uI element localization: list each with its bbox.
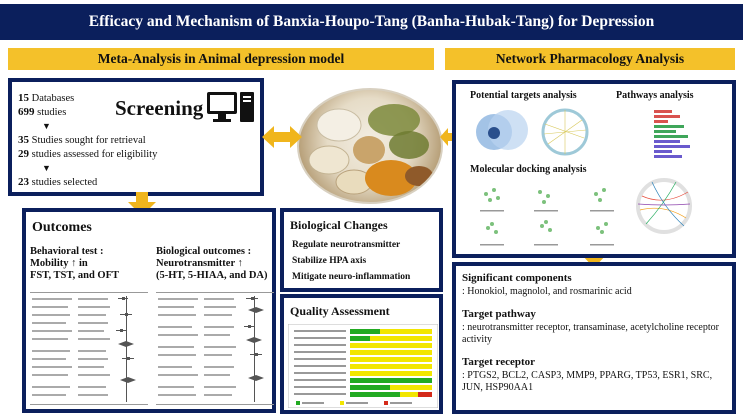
molecular-docking-label: Molecular docking analysis	[470, 164, 587, 175]
retrieval-line	[18, 134, 146, 146]
studies-line	[18, 106, 66, 118]
pathway-bar-chart	[634, 104, 694, 166]
screening-panel	[8, 78, 264, 196]
herbal-medicine-image	[297, 88, 443, 204]
arrow-down-icon: ▼	[42, 163, 51, 173]
databases-label: Databases	[31, 93, 75, 104]
selected-label: studies selected	[31, 177, 98, 188]
eligibility-line	[18, 148, 157, 160]
outcomes-title: Outcomes	[32, 220, 92, 235]
results-panel	[452, 262, 736, 414]
biological-line-1: Biological outcomes :	[156, 246, 252, 257]
pathways-label: Pathways analysis	[616, 90, 694, 101]
eligibility-label: studies assessed for eligibility	[31, 149, 158, 160]
biological-changes-panel	[280, 208, 443, 292]
retrieval-label: Studies sought for retrieval	[31, 135, 146, 146]
pathway-heading: Target pathway	[462, 308, 536, 320]
bio-change-item: Regulate neurotransmitter	[292, 240, 401, 250]
behavioral-line-2: Mobility ↑ in	[30, 258, 88, 269]
biological-line-2: Neurotransmitter ↑	[156, 258, 243, 269]
network-graph	[534, 104, 596, 160]
biological-outcome	[156, 246, 280, 282]
pathway-chord-diagram	[632, 174, 696, 238]
computer-icon	[206, 90, 256, 124]
behavioral-line-3: FST, TST, and OFT	[30, 270, 119, 281]
network-pharmacology-header: Network Pharmacology Analysis	[445, 48, 735, 70]
potential-targets-label: Potential targets analysis	[470, 90, 577, 101]
selected-count: 23	[18, 176, 29, 188]
selected-line	[18, 176, 97, 188]
forest-plot-behavioral	[30, 288, 148, 406]
main-title: Efficacy and Mechanism of Banxia-Houpo-Tang (Banha-Hubak-Tang) for Depression	[0, 4, 743, 40]
meta-analysis-header: Meta-Analysis in Animal depression model	[8, 48, 434, 70]
network-pharmacology-panel	[452, 80, 736, 258]
outcomes-panel	[22, 208, 276, 413]
studies-label: studies	[37, 107, 67, 118]
double-arrow-icon	[262, 124, 302, 150]
retrieval-count: 35	[18, 134, 29, 146]
databases-count: 15	[18, 92, 29, 104]
venn-diagram	[472, 106, 530, 154]
receptor-heading: Target receptor	[462, 356, 535, 368]
risk-of-bias-chart	[288, 324, 438, 408]
quality-assessment-panel	[280, 294, 443, 414]
eligibility-count: 29	[18, 148, 29, 160]
biological-changes-title: Biological Changes	[290, 218, 388, 232]
databases-line	[18, 92, 74, 104]
pathway-text: : neurotransmitter receptor, transaminase, acetylcholine receptor activity	[462, 322, 719, 345]
quality-assessment-title: Quality Assessment	[290, 304, 390, 318]
components-heading: Significant components	[462, 272, 572, 284]
screening-title: Screening	[115, 96, 204, 120]
components-text: : Honokiol, magnolol, and rosmarinic acid	[462, 286, 632, 297]
biological-line-3: (5-HT, 5-HIAA, and DA)	[156, 270, 268, 281]
behavioral-outcome	[30, 246, 150, 282]
studies-count: 699	[18, 106, 35, 118]
arrow-down-icon: ▼	[42, 121, 51, 131]
forest-plot-biological	[156, 288, 274, 406]
bio-change-item: Stabilize HPA axis	[292, 256, 367, 266]
bio-change-item: Mitigate neuro-inflammation	[292, 272, 411, 282]
receptor-text: : PTGS2, BCL2, CASP3, MMP9, PPARG, TP53, ESR1, SRC, JUN, HSP90AA1	[462, 370, 713, 393]
docking-images	[468, 180, 628, 252]
behavioral-line-1: Behavioral test :	[30, 246, 104, 257]
